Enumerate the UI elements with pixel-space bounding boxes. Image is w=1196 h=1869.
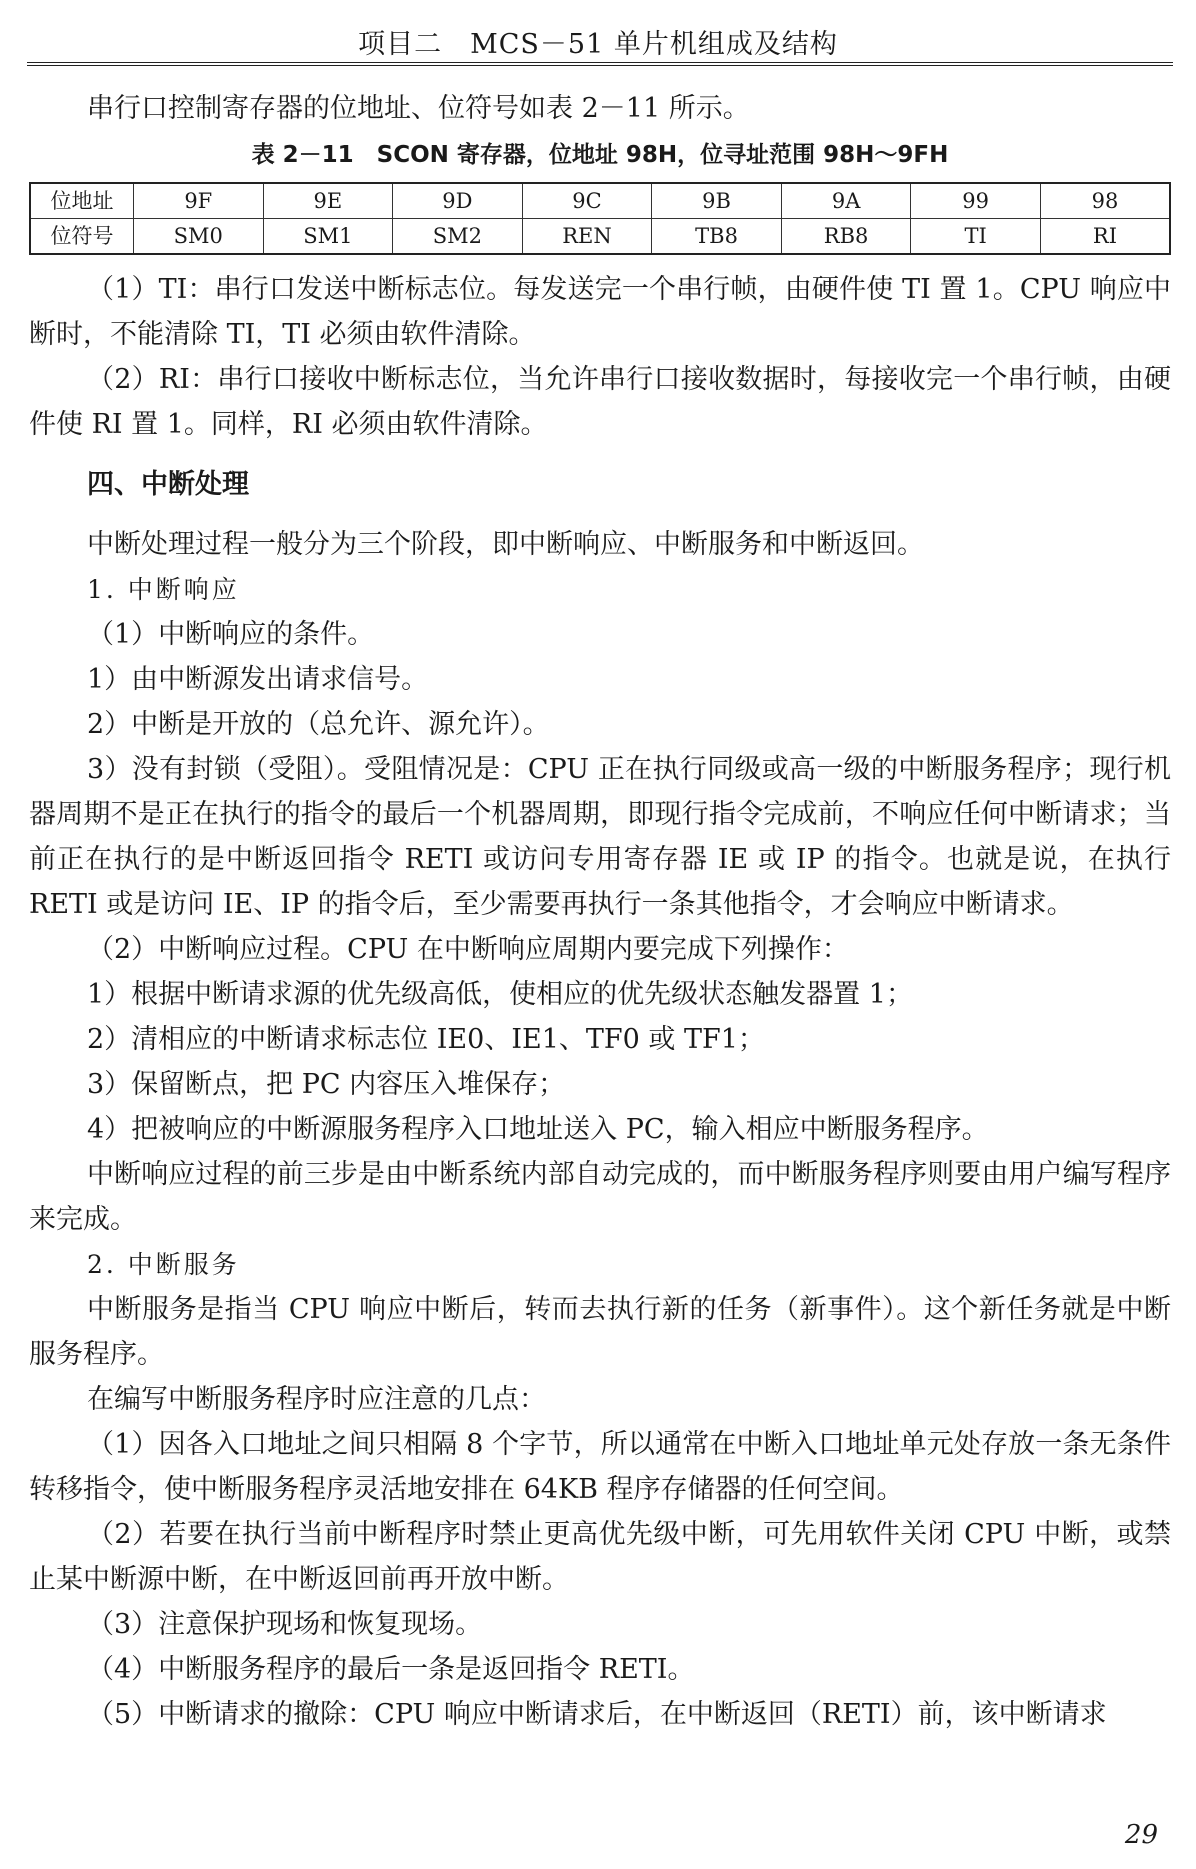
table-row [30,183,1170,219]
table-cell: REN [522,219,652,255]
table-cell: TB8 [652,219,782,255]
conditions-title: （1）中断响应的条件。 [87,619,375,650]
process-step: 2）清相应的中断请求标志位 IE0、IE1、TF0 或 TF1； [87,1024,765,1055]
table-cell: 9A [781,183,911,219]
process-step: 3）保留断点，把 PC 内容压入堆保存； [87,1069,566,1100]
table-cell: 99 [911,183,1041,219]
table-cell: RI [1040,219,1170,255]
table-cell: TI [911,219,1041,255]
service-definition: 中断服务是指当 CPU 响应中断后，转而去执行新的任务（新事件）。这个新任务就是中断服务程序。 [29,1294,1171,1370]
page-body [29,86,1171,1737]
table-row [30,219,1170,255]
table-cell: SM0 [134,219,264,255]
table-cell: 98 [1040,183,1170,219]
process-step: 1）根据中断请求源的优先级高低，使相应的优先级状态触发器置 1； [87,979,913,1010]
ti-bit-description: （1）TI：串行口发送中断标志位。每发送完一个串行帧，由硬件使 TI 置 1。CPU 响应中断时，不能清除 TI，TI 必须由软件清除。 [29,274,1171,350]
table-caption: 表 2－11 SCON 寄存器，位地址 98H，位寻址范围 98H～9FH [251,142,949,168]
service-note: （5）中断请求的撤除：CPU 响应中断请求后，在中断返回（RETI）前，该中断请求 [87,1699,1107,1730]
subheading-interrupt-response: 1. 中断响应 [87,575,240,604]
process-title: （2）中断响应过程。CPU 在中断响应周期内要完成下列操作： [87,934,849,965]
table-cell: SM1 [263,219,393,255]
row-header: 位符号 [30,219,134,255]
table-cell: 9F [134,183,264,219]
condition-item: 1）由中断源发出请求信号。 [87,664,429,695]
service-note: （4）中断服务程序的最后一条是返回指令 RETI。 [87,1654,695,1685]
subheading-interrupt-service: 2. 中断服务 [87,1250,240,1279]
service-note: （3）注意保护现场和恢复现场。 [87,1609,483,1640]
service-notes-title: 在编写中断服务程序时应注意的几点： [87,1384,546,1415]
service-note: （2）若要在执行当前中断程序时禁止更高优先级中断，可先用软件关闭 CPU 中断，或禁止某中断源中断，在中断返回前再开放中断。 [29,1519,1171,1595]
page-number: 29 [1124,1820,1158,1850]
running-header: 项目二 MCS－51 单片机组成及结构 [358,29,838,60]
table-cell: 9B [652,183,782,219]
table-cell: 9C [522,183,652,219]
scon-register-table [29,182,1171,255]
process-step: 4）把被响应的中断源服务程序入口地址送入 PC，输入相应中断服务程序。 [87,1114,989,1145]
condition-item: 2）中断是开放的（总允许、源允许）。 [87,709,550,740]
service-note: （1）因各入口地址之间只相隔 8 个字节，所以通常在中断入口地址单元处存放一条无条件转移指令，使中断服务程序灵活地安排在 64KB 程序存储器的任何空间。 [29,1429,1171,1505]
section-intro: 中断处理过程一般分为三个阶段，即中断响应、中断服务和中断返回。 [87,529,924,560]
table-cell: 9D [393,183,523,219]
row-header: 位地址 [30,183,134,219]
ri-bit-description: （2）RI：串行口接收中断标志位，当允许串行口接收数据时，每接收完一个串行帧，由硬件使 RI 置 1。同样，RI 必须由软件清除。 [29,364,1171,440]
table-cell: 9E [263,183,393,219]
header-rule [27,62,1173,66]
table-cell: RB8 [781,219,911,255]
section-heading: 四、中断处理 [87,469,249,500]
table-cell: SM2 [393,219,523,255]
process-note: 中断响应过程的前三步是由中断系统内部自动完成的，而中断服务程序则要由用户编写程序来完成。 [29,1159,1171,1235]
condition-item-blocking: 3）没有封锁（受阻）。受阻情况是：CPU 正在执行同级或高一级的中断服务程序；现行机器周期不是正在执行的指令的最后一个机器周期，即现行指令完成前，不响应任何中断请求；当前正在执行的是中断返回指令 RETI 或访问专用寄存器 IE 或 IP 的指令。也就是说，在执行 RETI 或是访问 IE、IP 的指令后，至少需要再执行一条其他指令，才会响应中断请求。 [29,754,1171,920]
intro-paragraph: 串行口控制寄存器的位地址、位符号如表 2－11 所示。 [87,93,750,124]
